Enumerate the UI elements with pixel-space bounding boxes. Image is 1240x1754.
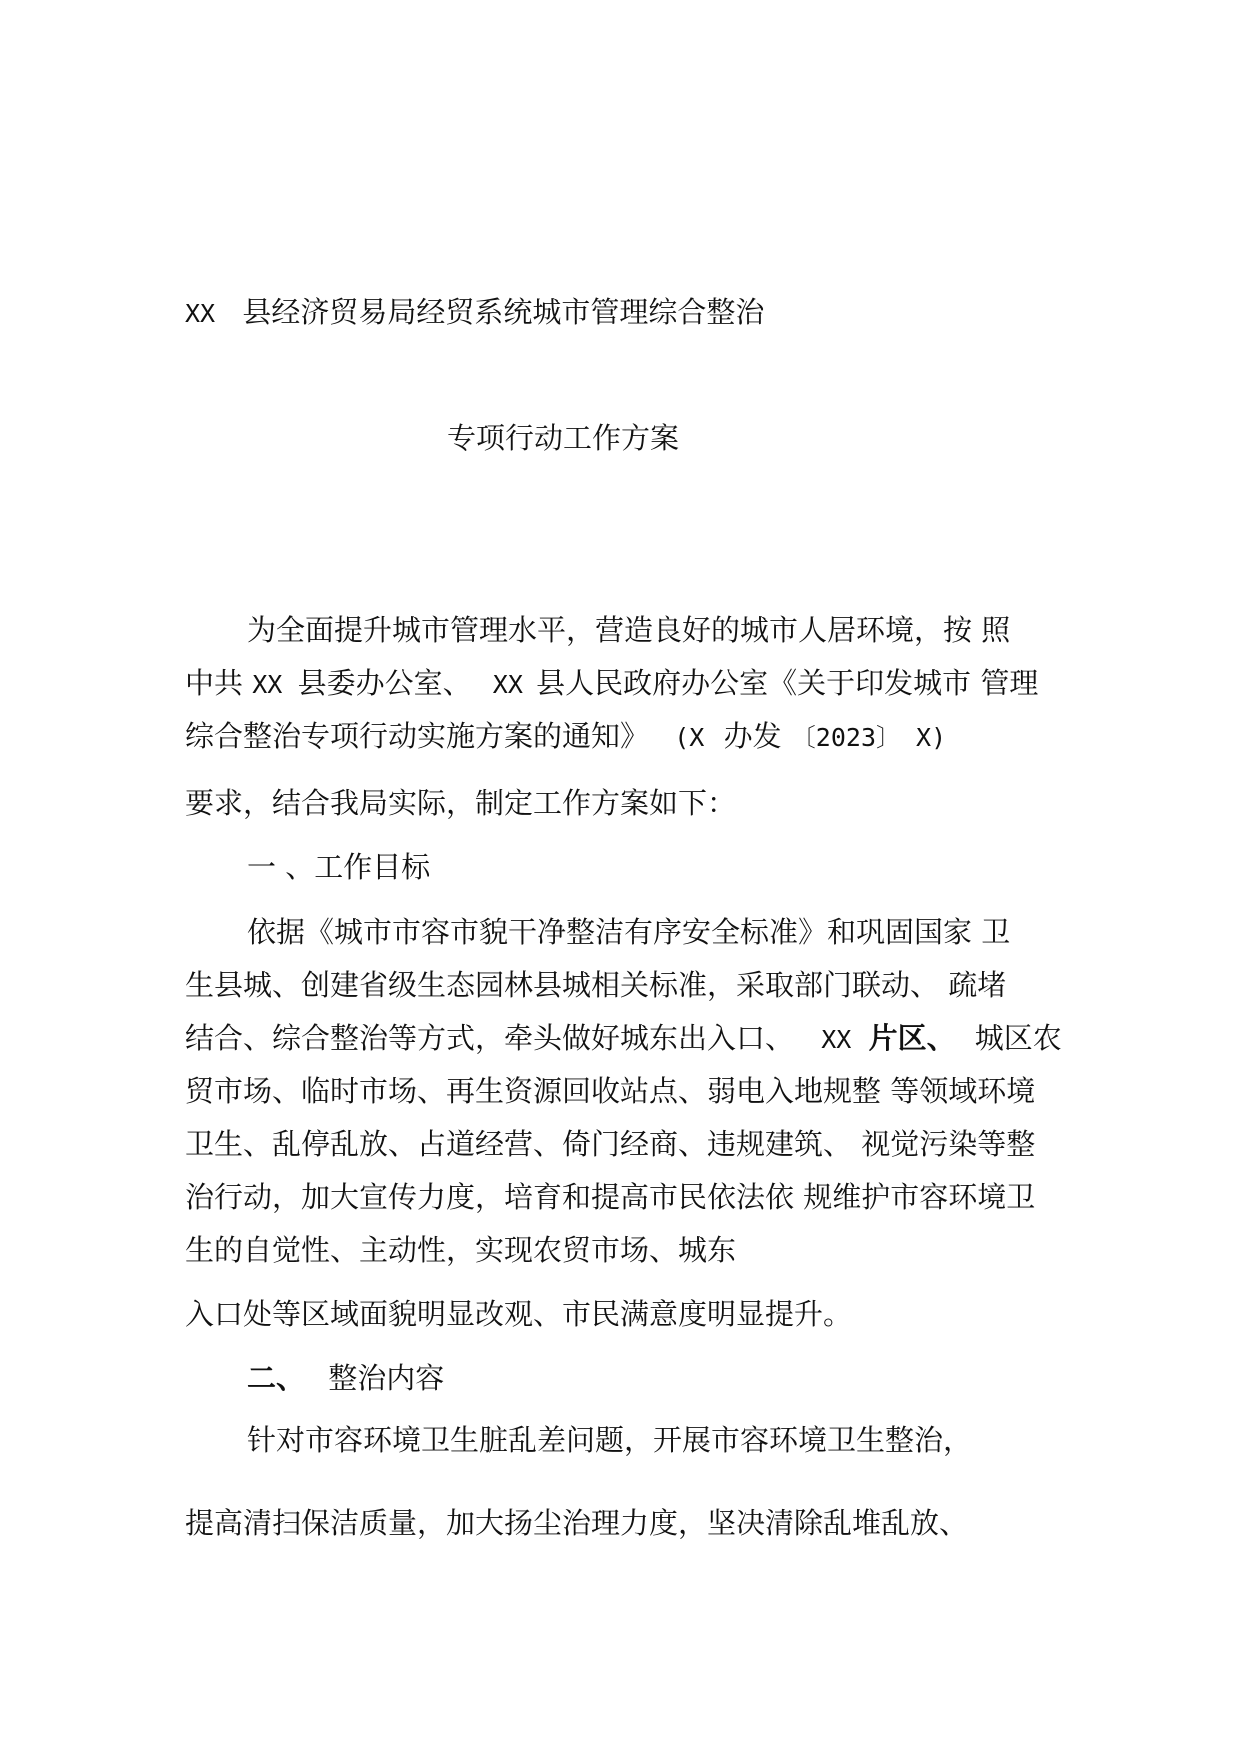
section-2-line-2: 提高清扫保洁质量，加大扬尘治理力度，坚决清除乱堆乱放、 <box>185 1506 969 1540</box>
section-1-line-8: 入口处等区域面貌明显改观、市民满意度明显提升。 <box>185 1297 853 1331</box>
section-1-line-3-d: 城区农 <box>974 1021 1062 1055</box>
intro-line-3-d: 〔2023〕 X) <box>790 723 947 752</box>
section-1-line-5: 卫生、乱停乱放、占道经营、倚门经商、违规建筑、 视觉污染等整 <box>185 1127 1036 1161</box>
section-2-heading-number: 二、 <box>247 1361 306 1395</box>
intro-line-3-c: 办发 <box>723 719 782 753</box>
intro-line-4: 要求，结合我局实际，制定工作方案如下： <box>185 786 737 820</box>
section-1-line-3-c: 片区、 <box>868 1021 956 1055</box>
section-1-line-7: 生的自觉性、主动性，实现农贸市场、城东 <box>185 1233 737 1267</box>
intro-line-3 <box>185 716 946 758</box>
intro-placeholder-xx-2: XX <box>492 670 523 699</box>
section-1-line-1: 依据《城市市容市貌干净整洁有序安全标准》和巩固国家 卫 <box>247 915 1011 949</box>
intro-line-2-c: 县委办公室、 <box>297 666 472 700</box>
section-2-heading <box>247 1358 444 1398</box>
section-1-line-4: 贸市场、临时市场、再生资源回收站点、弱电入地规整 等领域环境 <box>185 1074 1036 1108</box>
section-1-line-3-a: 结合、综合整治等方式，牵头做好城东出入口、 <box>185 1021 795 1055</box>
section-2-heading-text: 整治内容 <box>328 1361 445 1395</box>
title-placeholder-xx: XX <box>185 299 216 328</box>
intro-line-2 <box>185 663 1038 705</box>
section-1-line-2: 生县城、创建省级生态园林县城相关标准，采取部门联动、 疏堵 <box>185 968 1007 1002</box>
section-1-line-3 <box>185 1018 1062 1060</box>
section-2-line-1: 针对市容环境卫生脏乱差问题，开展市容环境卫生整治， <box>247 1423 973 1457</box>
intro-line-3-b: (X <box>674 723 705 752</box>
intro-line-1: 为全面提升城市管理水平，营造良好的城市人居环境，按 照 <box>247 613 1011 647</box>
section-1-line-6: 治行动，加大宣传力度，培育和提高市民依法依 规维护市容环境卫 <box>185 1180 1036 1214</box>
section-1-placeholder-xx: XX <box>821 1025 852 1054</box>
document-title-line-2: 专项行动工作方案 <box>447 421 680 455</box>
intro-line-2-e: 县人民政府办公室《关于印发城市 管理 <box>536 666 1039 700</box>
section-1-heading: 一 、工作目标 <box>247 850 431 884</box>
intro-line-2-a: 中共 <box>185 666 244 700</box>
intro-line-3-a: 综合整治专项行动实施方案的通知》 <box>185 719 650 753</box>
document-title-line-1 <box>185 292 764 334</box>
intro-placeholder-xx-1: XX <box>252 670 283 699</box>
title-line-1-text: 县经济贸易局经贸系统城市管理综合整治 <box>242 295 765 329</box>
